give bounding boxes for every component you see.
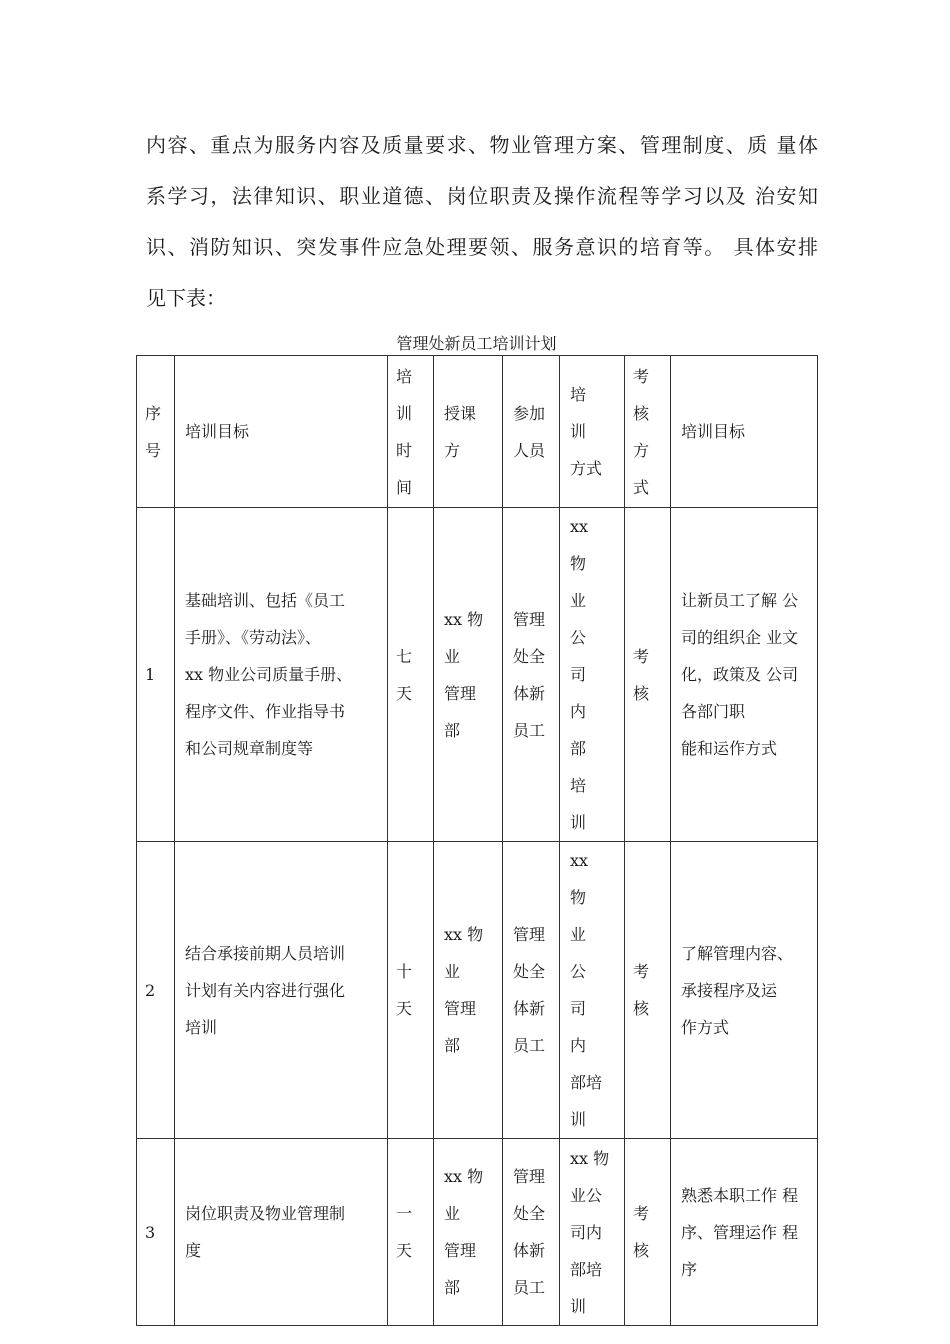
cell-line: 培 bbox=[396, 366, 413, 386]
cell-line: 核 bbox=[633, 403, 650, 423]
cell-line: 管理 bbox=[444, 683, 477, 703]
cell-line: 参加 bbox=[513, 403, 546, 423]
cell-line: 培训 bbox=[185, 1017, 218, 1037]
cell-line: 部 bbox=[444, 1036, 461, 1055]
cell-line: xx 物 bbox=[444, 609, 484, 629]
cell-line: 训 bbox=[570, 813, 587, 832]
cell-line: 熟悉本职工作 程 bbox=[681, 1185, 799, 1205]
header-content: 培训目标 bbox=[175, 356, 388, 508]
cell-line: 天 bbox=[396, 999, 413, 1018]
cell-line: 管理 bbox=[513, 925, 546, 944]
cell-line: 员工 bbox=[513, 1036, 546, 1055]
cell-line: 各部门职 bbox=[681, 702, 746, 721]
cell-line: 部 培 bbox=[570, 739, 603, 795]
intro-paragraph bbox=[146, 120, 818, 324]
table-row bbox=[137, 508, 818, 842]
header-method bbox=[560, 356, 625, 508]
cell-line: 授课 bbox=[444, 403, 477, 423]
cell-line: 司 内 bbox=[570, 665, 603, 721]
cell-line: 管理 bbox=[444, 999, 477, 1018]
cell-line: xx 物 bbox=[444, 1167, 484, 1186]
cell-line: 司内 bbox=[570, 1222, 603, 1242]
cell-line: 作方式 bbox=[681, 1017, 730, 1037]
cell-line: 岗位职责及物业管理制 bbox=[185, 1204, 346, 1223]
cell-line: 序、管理运作 程 bbox=[681, 1222, 799, 1242]
cell-line: 部 bbox=[444, 1278, 461, 1297]
cell-line: 天 bbox=[396, 683, 413, 703]
cell-line: 结合承接前期人员培训 bbox=[185, 943, 346, 963]
cell-line: 式 bbox=[633, 477, 650, 497]
cell-line: 化，政策及 公司 bbox=[681, 665, 799, 684]
paragraph-line: 系学习，法律知识、职业道德、岗位职责及操作流程等学习以及 治安知 bbox=[146, 184, 818, 208]
paragraph-line: 识、消防知识、突发事件应急处理要领、服务意识的培育等。 具体安排 bbox=[146, 235, 818, 259]
cell-time bbox=[388, 1139, 434, 1326]
cell-line: xx 物 bbox=[570, 851, 605, 907]
cell-line: xx 物业公司质量手册、 bbox=[185, 665, 353, 684]
cell-line: 部培 bbox=[570, 1259, 603, 1279]
header-time bbox=[388, 356, 434, 508]
cell-line: 度 bbox=[185, 1241, 202, 1260]
cell-content bbox=[175, 1139, 388, 1326]
cell-line: 方 bbox=[633, 440, 650, 460]
cell-line: 司的组织企 业文 bbox=[681, 628, 799, 647]
cell-line: xx 物 bbox=[444, 925, 484, 944]
cell-line: 考 bbox=[633, 962, 650, 981]
cell-line: 方式 bbox=[570, 459, 603, 478]
cell-line: 让新员工了解 公 bbox=[681, 591, 799, 610]
table-body bbox=[137, 356, 818, 1326]
cell-line: 管理 bbox=[513, 609, 546, 629]
table-header-row bbox=[137, 356, 818, 508]
cell-participants bbox=[503, 842, 560, 1139]
table-title: 管理处新员工培训计划 bbox=[396, 334, 557, 353]
cell-line: 考 bbox=[633, 366, 650, 386]
paragraph-line: 内容、重点为服务内容及质量要求、物业管理方案、管理制度、质 量体 bbox=[146, 133, 818, 157]
cell-line: 部 bbox=[444, 720, 461, 740]
cell-line: 手册》、《劳动法》、 bbox=[185, 628, 322, 647]
cell-assessment bbox=[625, 1139, 671, 1326]
header-goal: 培训目标 bbox=[671, 356, 818, 508]
cell-line: 时 bbox=[396, 440, 413, 460]
table-row bbox=[137, 1139, 818, 1326]
cell-line: 人员 bbox=[513, 440, 546, 460]
cell-line: 处全 bbox=[513, 646, 546, 666]
cell-line: 训 bbox=[570, 1296, 587, 1316]
cell-line: 体新 bbox=[513, 683, 546, 703]
cell-participants bbox=[503, 508, 560, 842]
cell-line: 体新 bbox=[513, 1241, 546, 1260]
cell-content bbox=[175, 842, 388, 1139]
cell-line: 天 bbox=[396, 1241, 413, 1260]
cell-assessment bbox=[625, 842, 671, 1139]
cell-line: 和公司规章制度等 bbox=[185, 739, 314, 758]
cell-line: 司 内 bbox=[570, 999, 603, 1055]
cell-line: 十 bbox=[396, 962, 413, 981]
training-plan-table bbox=[136, 355, 818, 1326]
cell-line: 员工 bbox=[513, 720, 546, 740]
cell-line: 承接程序及运 bbox=[681, 980, 778, 1000]
cell-line: 训 bbox=[570, 1110, 587, 1129]
cell-content bbox=[175, 508, 388, 842]
cell-goal bbox=[671, 842, 818, 1139]
cell-line: 训 bbox=[396, 403, 413, 423]
cell-line: 业 公 bbox=[570, 925, 603, 981]
cell-assessment bbox=[625, 508, 671, 842]
cell-line: 业 bbox=[444, 646, 461, 666]
cell-line: 员工 bbox=[513, 1278, 546, 1297]
cell-line: 管理 bbox=[444, 1241, 477, 1260]
cell-line: 部培 bbox=[570, 1073, 603, 1092]
cell-line: 业 公 bbox=[570, 591, 603, 647]
paragraph-line: 见下表： bbox=[146, 286, 226, 310]
cell-line: 序 bbox=[145, 403, 162, 423]
cell-line: 培 训 bbox=[570, 385, 603, 441]
cell-line: 方 bbox=[444, 440, 461, 460]
header-trainer bbox=[434, 356, 503, 508]
cell-line: 计划有关内容进行强化 bbox=[185, 980, 346, 1000]
cell-method bbox=[560, 842, 625, 1139]
cell-line: 七 bbox=[396, 646, 413, 666]
cell-line: 体新 bbox=[513, 999, 546, 1018]
cell-trainer bbox=[434, 842, 503, 1139]
cell-line: 核 bbox=[633, 999, 650, 1018]
cell-method bbox=[560, 508, 625, 842]
cell-goal bbox=[671, 508, 818, 842]
cell-line: 基础培训、包括《员工 bbox=[185, 591, 346, 610]
cell-no: 2 bbox=[137, 842, 175, 1139]
cell-trainer bbox=[434, 508, 503, 842]
cell-method bbox=[560, 1139, 625, 1326]
cell-goal bbox=[671, 1139, 818, 1326]
cell-participants bbox=[503, 1139, 560, 1326]
cell-line: 号 bbox=[145, 440, 162, 460]
cell-line: 业 bbox=[444, 1204, 461, 1223]
cell-trainer bbox=[434, 1139, 503, 1326]
cell-line: 业 bbox=[444, 962, 461, 981]
cell-line: 考 bbox=[633, 646, 650, 666]
header-assessment bbox=[625, 356, 671, 508]
cell-line: 管理 bbox=[513, 1167, 546, 1186]
cell-line: 业公 bbox=[570, 1185, 603, 1205]
cell-line: 核 bbox=[633, 1241, 650, 1260]
cell-line: 一 bbox=[396, 1204, 413, 1223]
cell-line: xx 物 bbox=[570, 517, 605, 573]
cell-line: 程序文件、作业指导书 bbox=[185, 702, 346, 721]
cell-line: 考 bbox=[633, 1204, 650, 1223]
header-no bbox=[137, 356, 175, 508]
header-participants bbox=[503, 356, 560, 508]
cell-line: 处全 bbox=[513, 1204, 546, 1223]
cell-no: 3 bbox=[137, 1139, 175, 1326]
cell-line: 处全 bbox=[513, 962, 546, 981]
cell-time bbox=[388, 508, 434, 842]
cell-no: 1 bbox=[137, 508, 175, 842]
cell-line: 能和运作方式 bbox=[681, 739, 778, 758]
cell-line: 了解管理内容、 bbox=[681, 943, 794, 963]
cell-line: xx 物 bbox=[570, 1148, 610, 1168]
table-row bbox=[137, 842, 818, 1139]
cell-line: 间 bbox=[396, 477, 413, 497]
cell-line: 序 bbox=[681, 1259, 698, 1279]
cell-line: 核 bbox=[633, 683, 650, 703]
cell-time bbox=[388, 842, 434, 1139]
